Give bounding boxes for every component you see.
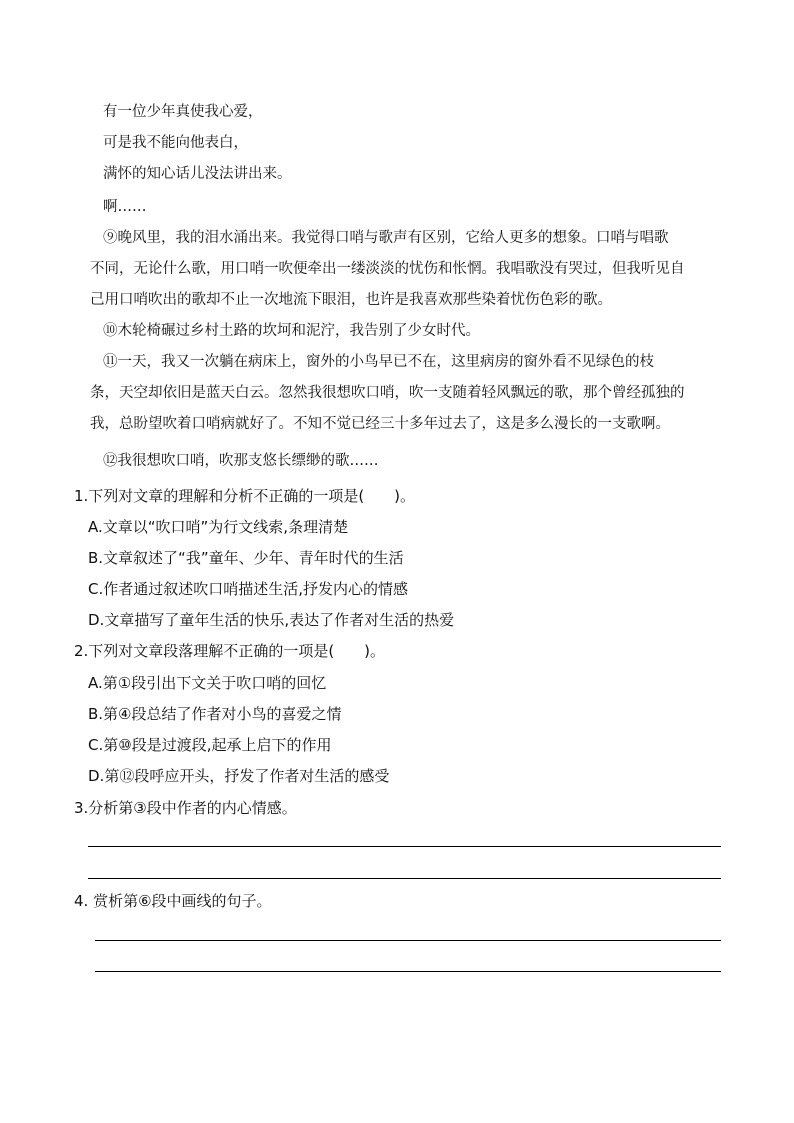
question-3-stem: 3.分析第③段中作者的内心情感。 (74, 799, 297, 817)
question-1-option-a: A.文章以“吹口哨”为行文线索,条理清楚 (88, 518, 349, 536)
question-2-option-a: A.第①段引出下文关于吹口哨的回忆 (88, 674, 327, 692)
question-4-stem: 4. 赏析第⑥段中画线的句子。 (74, 892, 272, 910)
question-2-option-d: D.第⑫段呼应开头，抒发了作者对生活的感受 (88, 767, 390, 785)
answer-line[interactable] (95, 971, 721, 972)
question-1-option-d: D.文章描写了童年生活的快乐,表达了作者对生活的热爱 (88, 611, 455, 629)
poem-line: 啊…… (103, 199, 147, 215)
question-1-stem: 1.下列对文章的理解和分析不正确的一项是( )。 (74, 487, 416, 505)
paragraph-10: ⑩木轮椅碾过乡村土路的坎坷和泥泞，我告别了少女时代。 (103, 323, 480, 339)
poem-line: 有一位少年真使我心爱， (103, 104, 263, 120)
answer-line[interactable] (95, 940, 721, 941)
paragraph-9-line: 不同，无论什么歌，用口哨一吹便牵出一缕淡淡的忧伤和怅惘。我唱歌没有哭过，但我听见自 (90, 261, 685, 277)
paragraph-11-line: 条，天空却依旧是蓝天白云。忽然我很想吹口哨，吹一支随着轻风飘远的歌，那个曾经孤独的 (90, 385, 685, 401)
question-2-stem: 2.下列对文章段落理解不正确的一项是( )。 (74, 642, 386, 660)
answer-line[interactable] (88, 878, 721, 879)
paragraph-11-line: 我，总盼望吹着口哨病就好了。不知不觉已经三十多年过去了，这是多么漫长的一支歌啊。 (90, 416, 670, 432)
paragraph-11-line: ⑪一天，我又一次躺在病床上，窗外的小鸟早已不在，这里病房的窗外看不见绿色的枝 (103, 354, 654, 370)
question-2-option-b: B.第④段总结了作者对小鸟的喜爱之情 (88, 705, 342, 723)
paragraph-9-line: ⑨晚风里，我的泪水涌出来。我觉得口哨与歌声有区别，它给人更多的想象。口哨与唱歌 (103, 230, 669, 246)
paragraph-12: ⑫我很想吹口哨，吹那支悠长缥缈的歌…… (103, 453, 379, 469)
question-1-option-c: C.作者通过叙述吹口哨描述生活,抒发内心的情感 (88, 580, 409, 598)
question-1-option-b: B.文章叙述了“我”童年、少年、青年时代的生活 (88, 549, 404, 567)
poem-line: 可是我不能向他表白， (103, 135, 248, 151)
question-2-option-c: C.第⑩段是过渡段,起承上启下的作用 (88, 736, 332, 754)
paragraph-9-line: 己用口哨吹出的歌却不止一次地流下眼泪，也许是我喜欢那些染着忧伤色彩的歌。 (90, 292, 612, 308)
answer-line[interactable] (88, 846, 721, 847)
poem-line: 满怀的知心话儿没法讲出来。 (103, 166, 292, 182)
